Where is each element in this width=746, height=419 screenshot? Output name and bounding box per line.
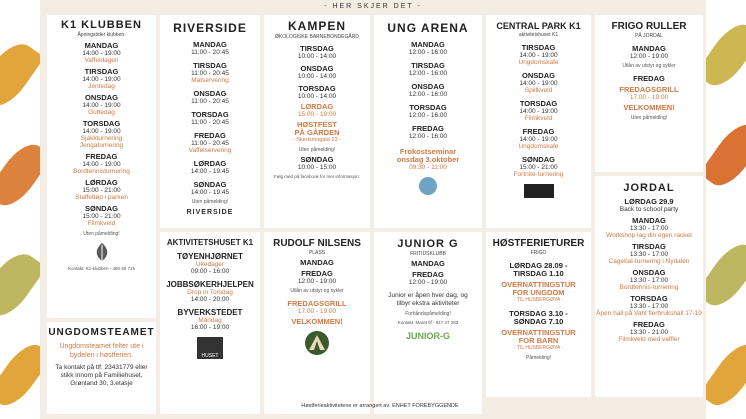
day-activity: Vaffeldagen bbox=[84, 57, 119, 64]
day-label: TIRSDAG bbox=[411, 61, 445, 70]
day-time: 15:00 - 21:00 bbox=[82, 213, 121, 220]
trip-location: - TIL HUSBERGØYA - bbox=[513, 297, 564, 303]
day-label: SØNDAG bbox=[193, 180, 227, 189]
day-activity: Spillkveld bbox=[524, 87, 553, 94]
trip-title: OVERNATTINGSTUR bbox=[501, 328, 576, 337]
description: Ungdomsteamet felter ute i bydelen i høstferien. bbox=[59, 343, 144, 359]
card-subtitle: FRIGO bbox=[530, 250, 547, 256]
day-time: 13:30 - 17:00 bbox=[629, 225, 669, 232]
card-title: CENTRAL PARK K1 bbox=[496, 21, 581, 31]
description: Junior er åpen hver dag, og tilbyr ekstra aktiviteter bbox=[388, 292, 468, 307]
tent-icon bbox=[304, 330, 330, 356]
event-welcome: VELKOMMEN! bbox=[623, 103, 675, 112]
riverside-logo: RIVERSIDE bbox=[186, 209, 234, 216]
day-activity: Ungdomskafe bbox=[518, 59, 559, 66]
day-label: LØRDAG 29.9 bbox=[624, 197, 674, 206]
section-title: TØYENHJØRNET bbox=[177, 252, 243, 261]
card-title: UNG ARENA bbox=[387, 21, 469, 35]
note: Uten påmelding! bbox=[630, 115, 668, 121]
card-title: RIVERSIDE bbox=[173, 21, 247, 35]
card-title: RUDOLF NILSENS bbox=[273, 238, 361, 249]
day-time: 12:00 - 16:00 bbox=[408, 49, 448, 56]
day-label: TORSDAG bbox=[519, 99, 558, 108]
day-label: ONSDAG bbox=[85, 93, 118, 102]
event-address: - Skedsmogata 23 - bbox=[293, 137, 341, 143]
section-detail: Drop in Torsdag bbox=[187, 289, 233, 296]
card-ung-arena bbox=[374, 15, 482, 228]
day-activity: Matservering bbox=[191, 77, 229, 84]
day-monday: MANDAG bbox=[632, 44, 666, 53]
day-label: MANDAG bbox=[84, 41, 119, 50]
note: Forhåndspåmelding! bbox=[405, 311, 451, 317]
day-label: ONSDAG bbox=[193, 89, 227, 98]
event-title: HØSTFEST bbox=[296, 120, 337, 129]
day-activity: Fortnite-turnering bbox=[513, 171, 564, 178]
day-time: 10:00 - 14:00 bbox=[297, 73, 337, 80]
note: Utlån av utstyr og sykler bbox=[290, 288, 344, 294]
card-title: AKTIVITETSHUSET K1 bbox=[166, 238, 254, 247]
event-time: 15:00 - 19:00 bbox=[297, 111, 337, 118]
trip-subtitle: FOR UNGDOM bbox=[512, 288, 565, 297]
card-title: KAMPEN bbox=[287, 19, 346, 33]
junior-g-logo: JUNIOR-G bbox=[405, 331, 450, 341]
card-junior-g bbox=[374, 232, 482, 414]
day-activity: Sjakkturnering bbox=[80, 135, 123, 142]
trip-date-end: SØNDAG 7.10 bbox=[513, 317, 564, 326]
follow-text: Følg med på facebook for mer informasjon: bbox=[273, 174, 361, 179]
card-subtitle: PÅ JORDAL bbox=[635, 33, 663, 39]
day-time: 12:00 - 16:00 bbox=[408, 70, 448, 77]
card-title: JORDAL bbox=[623, 182, 675, 194]
section-time: 09:00 - 16:00 bbox=[190, 268, 230, 275]
leaf-decoration bbox=[699, 117, 746, 194]
card-riverside bbox=[160, 15, 260, 228]
note: Uten påmelding! bbox=[83, 231, 120, 237]
day-time: 13:30 - 17:00 bbox=[629, 277, 669, 284]
day-label: ONSDAG bbox=[300, 64, 334, 73]
day-label: ONSDAG bbox=[522, 71, 555, 80]
leaf-icon bbox=[91, 241, 113, 263]
day-label: ONSDAG bbox=[632, 268, 666, 277]
day-label: MANDAG bbox=[632, 216, 666, 225]
sunday-time: 10:00 - 15:00 bbox=[297, 164, 337, 171]
day-label: SØNDAG bbox=[85, 204, 118, 213]
contact: Kontakt: K1-klubben - 480 58 725 bbox=[67, 266, 136, 271]
day-label: TIRSDAG bbox=[300, 44, 334, 53]
card-title: FRIGO RULLER bbox=[611, 21, 687, 32]
note: Påmelding! bbox=[525, 355, 551, 361]
day-time: 12:00 - 16:00 bbox=[408, 133, 448, 140]
card-frigo-ruller bbox=[595, 15, 703, 172]
event-title-2: PÅ GÅRDEN bbox=[294, 128, 340, 137]
footer-text: Høstferieaktivitetene er arrangert av: ENHET FOREBYGGENDE bbox=[301, 403, 459, 409]
day-time: Back to school party bbox=[619, 206, 679, 213]
day-time: 14:00 - 19:00 bbox=[82, 102, 121, 109]
day-activity: Guttedag bbox=[88, 109, 115, 116]
day-activity: Jentedag bbox=[88, 83, 115, 90]
event-day: LØRDAG bbox=[300, 102, 334, 111]
day-time: 14:00 - 19:00 bbox=[82, 50, 121, 57]
card-kampen bbox=[264, 15, 370, 228]
day-label: TORSDAG bbox=[409, 103, 447, 112]
day-label: TIRSDAG bbox=[521, 43, 556, 52]
card-title: UNGDOMSTEAMET bbox=[48, 327, 155, 338]
central-park-logo bbox=[524, 184, 554, 198]
day-activity: Staffetløp i parken bbox=[75, 194, 128, 201]
day-time: 14:00 - 19:00 bbox=[519, 80, 558, 87]
day-time: 11:00 - 20:45 bbox=[191, 49, 229, 56]
day-label: TORSDAG bbox=[298, 84, 336, 93]
day-activity: Vaffelservering bbox=[188, 147, 232, 154]
event-time: 17.00 - 19.00 bbox=[297, 308, 337, 315]
page-header: - HER SKJER DET - bbox=[324, 3, 422, 10]
card-subtitle: FRITIDSKLUBB bbox=[410, 251, 446, 257]
day-label: ONSDAG bbox=[411, 82, 445, 91]
day-label: LØRDAG bbox=[193, 159, 227, 168]
day-time: 15:00 - 21:00 bbox=[82, 187, 121, 194]
day-time: 14:00 - 19:00 bbox=[82, 128, 121, 135]
day-activity: Filmkveld bbox=[524, 115, 553, 122]
day-activity: Bordtennisturnering bbox=[73, 168, 130, 175]
day-time: 12:00 - 16:00 bbox=[408, 91, 448, 98]
seminar-title: Frokostseminar bbox=[399, 147, 457, 156]
event-title: FREDAGSGRILL bbox=[619, 85, 679, 94]
day-label: TIRSDAG bbox=[632, 242, 666, 251]
card-aktivitetshuset bbox=[160, 232, 260, 414]
section-detail: Mandag bbox=[198, 317, 222, 324]
sunday-label: SØNDAG bbox=[300, 155, 334, 164]
day-time: 11:00 - 20:45 bbox=[191, 140, 229, 147]
card-title: K1 KLUBBEN bbox=[61, 19, 142, 31]
trip-subtitle: FOR BARN bbox=[518, 336, 559, 345]
section-time: 16:00 - 19:00 bbox=[190, 324, 230, 331]
section-time: 14:00 - 20:00 bbox=[190, 296, 230, 303]
day-time: 12:00 - 19:00 bbox=[629, 53, 669, 60]
day-time: 15:00 - 21:00 bbox=[519, 164, 558, 171]
card-title: HØSTFERIETURER bbox=[492, 238, 585, 249]
ung-arena-logo bbox=[419, 177, 437, 195]
trip-date: TORSDAG 3.10 - bbox=[509, 309, 568, 318]
day-label: FREDAG bbox=[194, 131, 226, 140]
day-monday: MANDAG bbox=[300, 258, 334, 267]
day-activity: Filmkveld bbox=[87, 220, 116, 227]
day-label: FREDAG bbox=[412, 124, 444, 133]
card-hostferieturer bbox=[486, 232, 591, 397]
day-time: 14:00 - 19:00 bbox=[82, 76, 121, 83]
seminar-time: 09:30 - 11:00 bbox=[409, 164, 447, 171]
card-k1-klubben bbox=[47, 15, 156, 318]
day-time: 14:00 - 19:45 bbox=[190, 189, 230, 196]
day-label: TORSDAG bbox=[82, 119, 121, 128]
huset-logo-text: HUSET bbox=[201, 353, 219, 359]
card-subtitle: ØKOLOGISKE BARNEBONDEGÅRD bbox=[275, 34, 359, 40]
card-subtitle: PLASS bbox=[308, 250, 326, 256]
event-day: FREDAG bbox=[633, 74, 665, 83]
card-subtitle: Åpningstider klubben: bbox=[77, 32, 126, 38]
leaf-decoration bbox=[0, 35, 45, 114]
day-label: LØRDAG bbox=[85, 178, 118, 187]
day-label: FREDAG bbox=[633, 320, 665, 329]
day-label: TIRSDAG bbox=[193, 61, 227, 70]
day-time: 10:00 - 14:00 bbox=[297, 53, 337, 60]
day-time: 14:00 - 19:00 bbox=[82, 161, 121, 168]
card-subtitle: aktivitetshuset K1 bbox=[518, 32, 559, 38]
day-monday: MANDAG bbox=[411, 259, 445, 268]
event-welcome: VELKOMMEN! bbox=[291, 317, 343, 326]
day-activity: Workshop lag din egen racket bbox=[606, 232, 692, 239]
seminar-date: onsdag 3.oktober bbox=[396, 155, 460, 164]
day-friday: FREDAG bbox=[301, 269, 333, 278]
day-activity: Jengaturnering bbox=[79, 142, 124, 149]
day-time: 14:00 - 19:00 bbox=[519, 52, 558, 59]
day-label: FREDAG bbox=[522, 127, 555, 136]
day-activity: Filmkveld med vaffler bbox=[618, 336, 680, 343]
day-activity: Åpen hall på Vahl flerbrukshall 17-19 bbox=[596, 310, 702, 317]
trip-date: LØRDAG 28.09 - bbox=[509, 261, 568, 270]
day-friday: FREDAG bbox=[412, 270, 444, 279]
event-title: FREDAGSGRILL bbox=[287, 299, 347, 308]
card-jordal bbox=[595, 176, 703, 397]
card-ungdomsteamet bbox=[47, 322, 156, 414]
day-time: 11:00 - 20:45 bbox=[191, 70, 229, 77]
day-activity: Cagebal-turnering i Nydalen bbox=[608, 258, 690, 265]
day-label: MANDAG bbox=[411, 40, 445, 49]
day-time: 14:00 - 19:00 bbox=[519, 136, 558, 143]
note: Uten påmelding! bbox=[191, 199, 229, 205]
day-time: 14:00 - 19:45 bbox=[190, 168, 230, 175]
day-time: 12:00 - 19:00 bbox=[297, 278, 337, 285]
day-activity: Ungdomskafe bbox=[518, 143, 559, 150]
day-label: TORSDAG bbox=[630, 294, 668, 303]
section-title: BYVERKSTEDET bbox=[177, 308, 243, 317]
day-time: 11:00 - 20:45 bbox=[191, 98, 229, 105]
section-detail: Ukedager bbox=[195, 261, 225, 268]
card-rudolf-nilsens bbox=[264, 232, 370, 414]
day-activity: Bordtennis-turnering bbox=[619, 284, 679, 291]
day-time: 12:00 - 19:00 bbox=[408, 279, 448, 286]
huset-logo bbox=[197, 337, 223, 359]
note: Uten påmelding! bbox=[298, 147, 336, 153]
contact: Kontakt: Maret tlf - 917 37 283 bbox=[397, 320, 459, 325]
contact: Ta kontakt på tlf: 23431779 eller stikk innom på Familiehuset, Grønland 30, 3.etasje bbox=[55, 364, 148, 387]
card-central-park bbox=[486, 15, 591, 228]
day-label: MANDAG bbox=[193, 40, 227, 49]
card-title: JUNIOR G bbox=[397, 238, 459, 250]
day-time: 13:30 - 21:00 bbox=[629, 329, 669, 336]
day-label: TORSDAG bbox=[191, 110, 229, 119]
day-time: 10:00 - 14:00 bbox=[297, 93, 337, 100]
day-label: TIRSDAG bbox=[84, 67, 119, 76]
day-label: FREDAG bbox=[85, 152, 118, 161]
note: Utlån av utstyr og sykler bbox=[622, 63, 676, 69]
day-time: 12:00 - 16:00 bbox=[408, 112, 448, 119]
day-label: SØNDAG bbox=[522, 155, 555, 164]
day-time: 14:00 - 19:00 bbox=[519, 108, 558, 115]
day-time: 13:30 - 17:00 bbox=[629, 251, 669, 258]
trip-title: OVERNATTINGSTUR bbox=[501, 280, 576, 289]
event-time: 17.00 - 19.00 bbox=[629, 94, 669, 101]
trip-date-end: TIRSDAG 1.10 bbox=[513, 269, 564, 278]
trip-location: - TIL HUSBERGØYA - bbox=[513, 345, 564, 351]
day-time: 13:30 - 17:00 bbox=[629, 303, 669, 310]
section-title: JOBBSØKERHJELPEN bbox=[166, 280, 254, 289]
day-time: 11:00 - 20:45 bbox=[191, 119, 229, 126]
